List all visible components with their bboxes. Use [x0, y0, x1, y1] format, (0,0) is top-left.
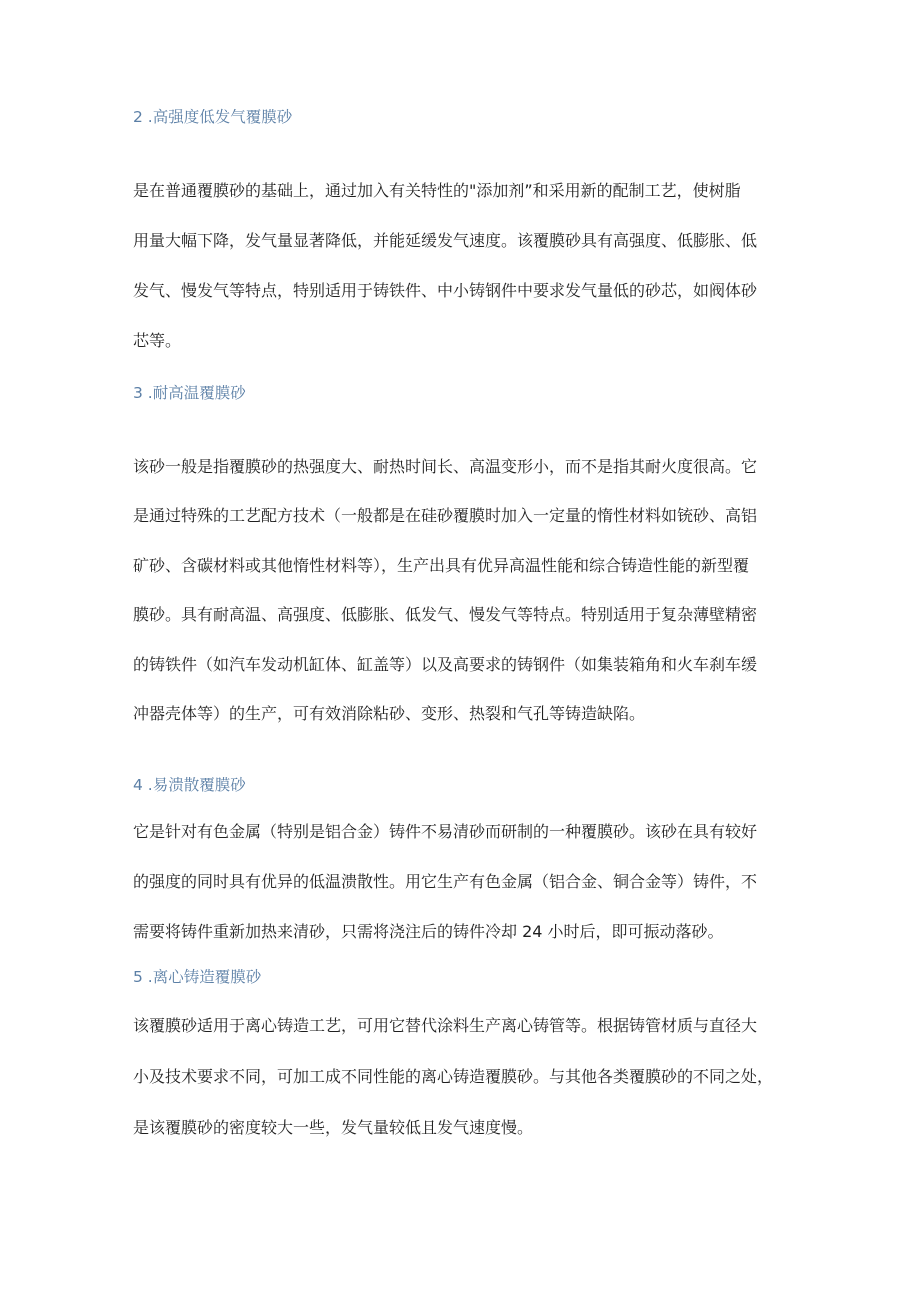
paragraph-line: 膜砂。具有耐高温、高强度、低膨胀、低发气、慢发气等特点。特别适用于复杂薄壁精密 [133, 605, 758, 625]
paragraph-line: 是该覆膜砂的密度较大一些，发气量较低且发气速度慢。 [133, 1118, 534, 1137]
section-paragraph-centrifugal-casting [133, 1016, 793, 1138]
paragraph-line: 的强度的同时具有优异的低温溃散性。用它生产有色金属（铝合金、铜合金等）铸件，不 [133, 872, 758, 891]
paragraph-line: 冲器壳体等）的生产，可有效消除粘砂、变形、热裂和气孔等铸造缺陷。 [133, 703, 646, 723]
paragraph-line: 该覆膜砂适用于离心铸造工艺，可用它替代涂料生产离心铸管等。根据铸管材质与直径大 [133, 1016, 758, 1035]
section-heading-easy-collapse: 4 .易溃散覆膜砂 [133, 776, 246, 794]
paragraph-line: 芯等。 [133, 331, 182, 350]
section-paragraph-easy-collapse [133, 822, 793, 942]
section-paragraph-heat-resistant [133, 457, 793, 724]
section-heading-centrifugal-casting: 5 .离心铸造覆膜砂 [133, 968, 262, 986]
section-paragraph-high-strength-low-gas [133, 181, 793, 351]
paragraph-line: 用量大幅下降，发气量显著降低，并能延缓发气速度。该覆膜砂具有高强度、低膨胀、低 [133, 231, 758, 250]
paragraph-line: 矿砂、含碳材料或其他惰性材料等），生产出具有优异高温性能和综合铸造性能的新型覆 [133, 555, 750, 575]
paragraph-line: 该砂一般是指覆膜砂的热强度大、耐热时间长、高温变形小，而不是指其耐火度很高。它 [133, 457, 758, 476]
paragraph-line: 是在普通覆膜砂的基础上，通过加入有关特性的"添加剂”和采用新的配制工艺，使树脂 [133, 181, 741, 200]
paragraph-line: 发气、慢发气等特点，特别适用于铸铁件、中小铸钢件中要求发气量低的砂芯，如阀体砂 [133, 281, 758, 300]
section-heading-heat-resistant: 3 .耐高温覆膜砂 [133, 384, 246, 402]
paragraph-line: 它是针对有色金属（特别是铝合金）铸件不易清砂而研制的一种覆膜砂。该砂在具有较好 [133, 822, 758, 841]
section-heading-high-strength-low-gas: 2 .高强度低发气覆膜砂 [133, 108, 293, 126]
paragraph-line: 的铸铁件（如汽车发动机缸体、缸盖等）以及高要求的铸钢件（如集装箱角和火车刹车缓 [133, 654, 758, 674]
paragraph-line: 是通过特殊的工艺配方技术（一般都是在硅砂覆膜时加入一定量的惰性材料如铳砂、高铝 [133, 506, 758, 526]
paragraph-line: 需要将铸件重新加热来清砂，只需将浇注后的铸件冷却 24 小时后，即可振动落砂。 [133, 922, 724, 941]
paragraph-line: 小及技术要求不同，可加工成不同性能的离心铸造覆膜砂。与其他各类覆膜砂的不同之处， [133, 1067, 774, 1086]
